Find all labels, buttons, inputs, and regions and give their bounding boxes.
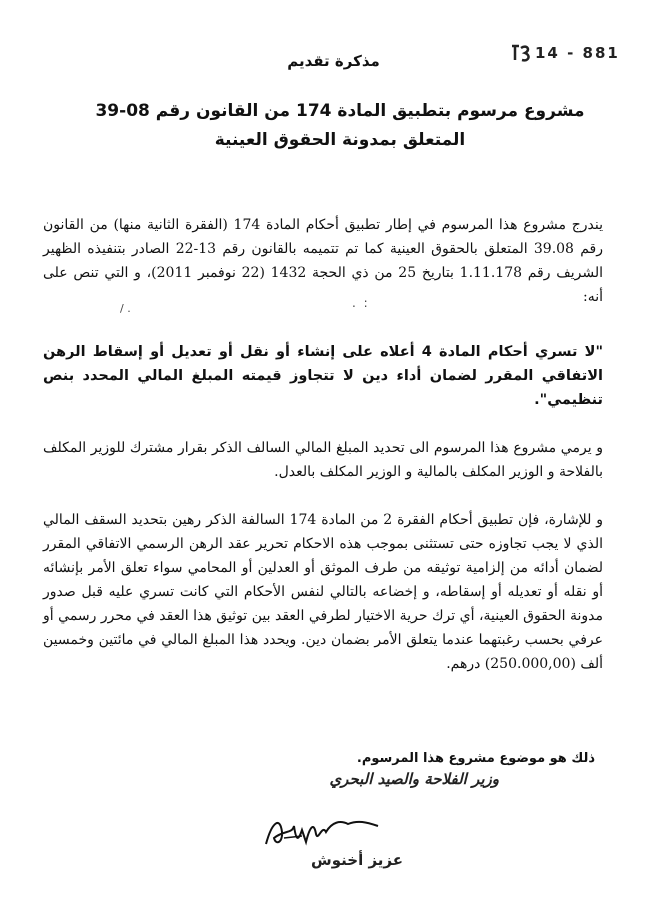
paragraph-3: و للإشارة، فإن تطبيق أحكام الفقرة 2 من المادة 174 السالفة الذكر رهين بتحديد السقف المالي الذي لا يجب تجاوزه حتى تستثنى بموجب هذه الاحكام تحرير عقد الرهن الرسمي الاتفاقي المقرر لضمان أدائه من إلزامية توثيقه من طرف الموثق أو العدلين أو المحامي سواء تعلق الأمر بإنشائه أو نقله أو تعديله أو إسقاطه، و إخضاعه بالتالي لنفس الأحكام التي كانت تسري عليه قبل صدور مدونة الحقوق العينية، أي ترك حرية الاختيار لطرفي العقد بين توثيق هذا العقد في محرر رسمي أو عرفي بحسب رغبتهما عندما يتعلق الأمر بضمان دين. ويحدد هذا المبلغ المالي في مائتين وخمسين ألف (250.000,00) درهم. — [43, 512, 604, 672]
closing-statement: ذلك هو موضوع مشروع هذا المرسوم. — [356, 751, 595, 766]
signatory-name: عزيز أخنوش — [311, 851, 403, 869]
legal-quote: "لا تسري أحكام المادة 4 أعلاه على إنشاء أو نقل أو تعديل أو إسقاط الرهن الاتفاقي المقرر لضمان أداء دين لا تتجاوز قيمته المبلغ المالي المحدد بنص تنظيمي". — [43, 344, 603, 408]
signatory-role: وزير الفلاحة والصيد البحري — [329, 770, 499, 788]
paragraph-1: يندرج مشروع هذا المرسوم في إطار تطبيق أحكام المادة 174 (الفقرة الثانية منها) من القانون رقم 39.08 المتعلق بالحقوق العينية كما تم تتميمه بالقانون رقم 13-22 الصادر بتنفيذه الظهير الشريف رقم 1.11.178 بتاريخ 25 من ذي الحجة 1432 (22 نوفمبر 2011)، و التي تنص على أنه: — [43, 217, 604, 305]
handwritten-signature — [262, 812, 382, 856]
document-type: مذكرة تقديم — [287, 52, 380, 70]
reference-number: 14 - 881 — [535, 44, 620, 62]
margin-dots: . : — [352, 296, 370, 310]
document-title-line1: مشروع مرسوم بتطبيق المادة 174 من القانون رقم 08-39 — [95, 101, 585, 121]
margin-mark: / . — [120, 302, 131, 315]
document-title-line2: المتعلق بمدونة الحقوق العينية — [214, 130, 466, 150]
paragraph-2: و يرمي مشروع هذا المرسوم الى تحديد المبلغ المالي السالف الذكر بقرار مشترك للوزير المكلف بالفلاحة و الوزير المكلف بالمالية و الوزير المكلف بالعدل. — [43, 440, 603, 480]
